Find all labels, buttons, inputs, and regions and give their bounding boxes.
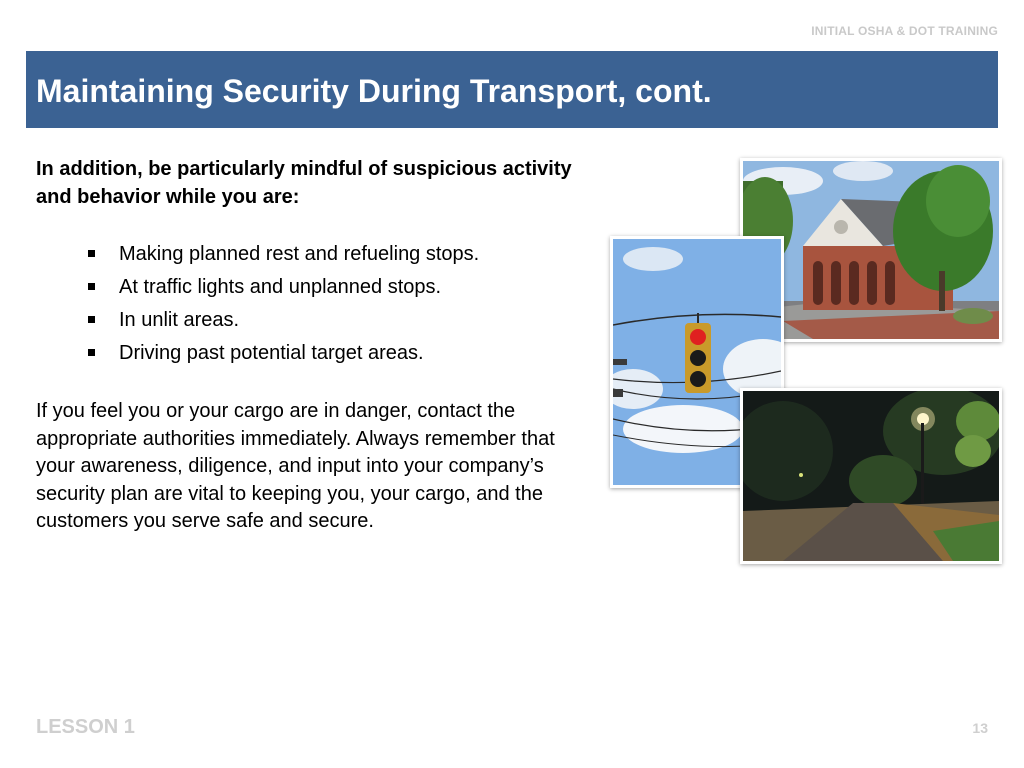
bullet-item [84,240,584,273]
square-bullet-icon [88,316,95,323]
night-street-photo [740,388,1002,564]
intro-text: In addition, be particularly mindful of suspicious activity and behavior while you are: [36,158,572,208]
body-paragraph: If you feel you or your cargo are in danger, contact the appropriate authorities immediately. Always remember that your awareness, diligence, and input into your company’s security plan are vital to keeping you, your cargo, and the customers you serve safe and secure. [36,400,555,532]
bullet-item [84,306,584,339]
square-bullet-icon [88,283,95,290]
square-bullet-icon [88,349,95,356]
page-number: 13 [972,720,988,736]
bullet-text: In unlit areas. [119,309,240,331]
bullet-text: Making planned rest and refueling stops. [119,243,480,265]
bullet-item [84,273,584,306]
bullet-text: At traffic lights and unplanned stops. [119,276,442,298]
header-label: INITIAL OSHA & DOT TRAINING [811,24,998,38]
bullet-list [84,240,584,372]
footer-lesson-label: LESSON 1 [36,716,135,738]
bullet-item [84,339,584,372]
bullet-text: Driving past potential target areas. [119,342,424,364]
title-bar [26,51,998,128]
slide-title: Maintaining Security During Transport, cont. [36,73,712,109]
square-bullet-icon [88,250,95,257]
